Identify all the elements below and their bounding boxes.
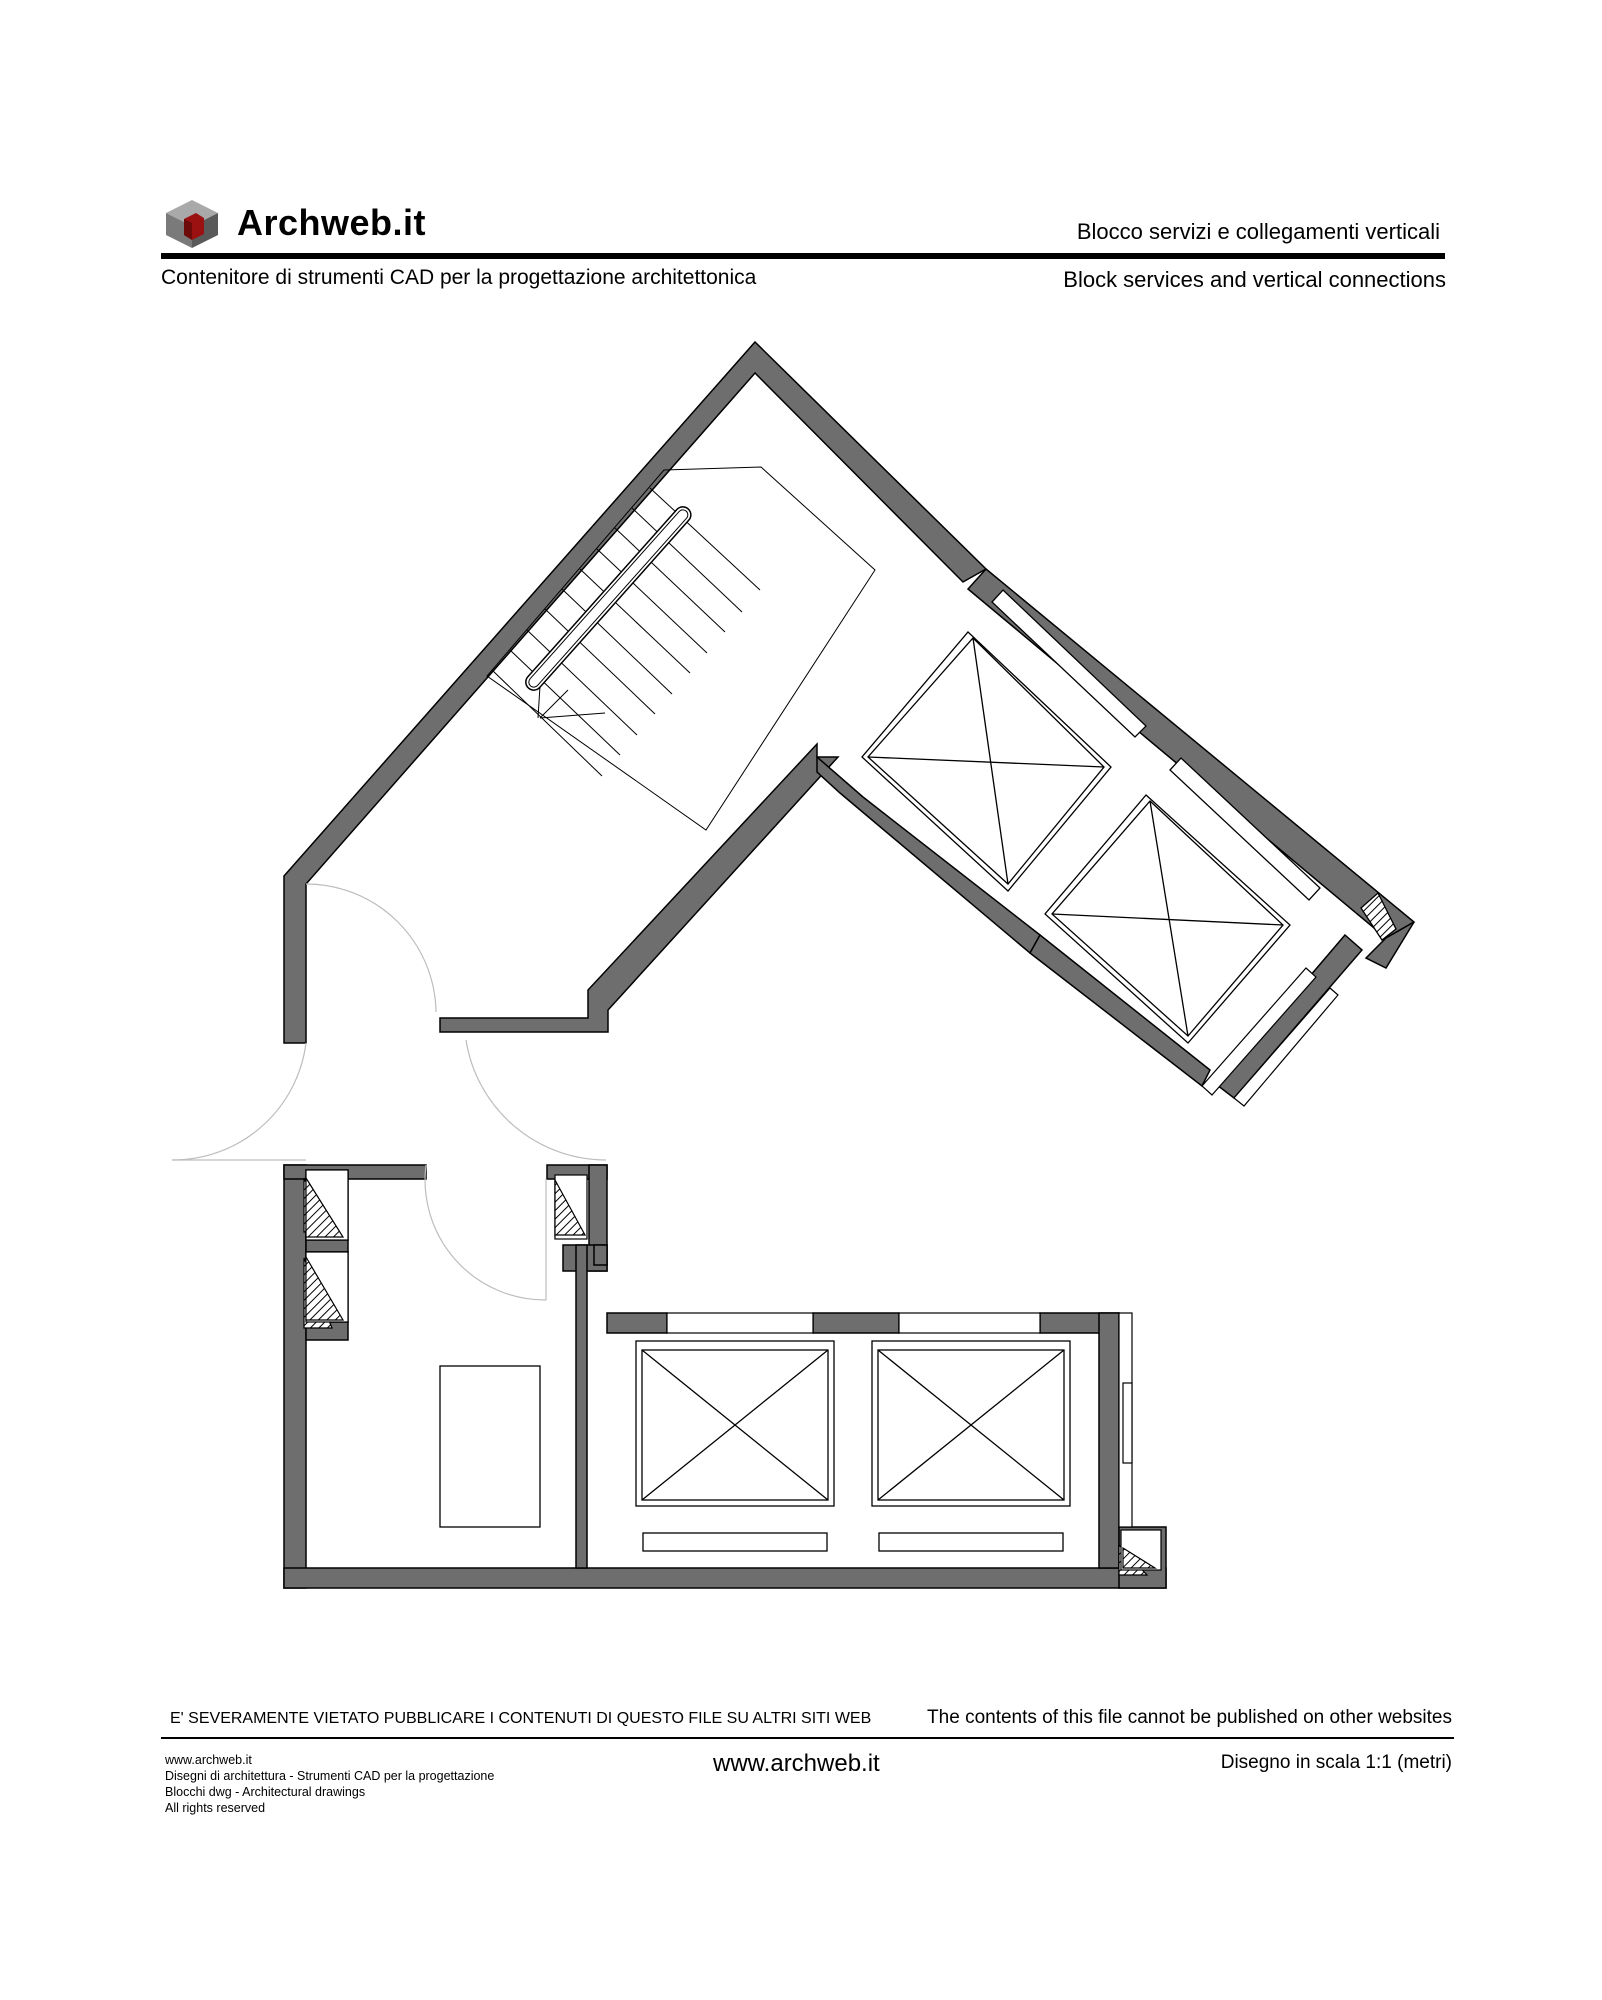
footer-line-drawings: Disegni di architettura - Strumenti CAD per la progettazione [165, 1769, 495, 1783]
lower-lift-cars [440, 1341, 1070, 1551]
window-lower [1119, 1313, 1132, 1527]
door-swings [172, 884, 606, 1300]
footer-line-blocks: Blocchi dwg - Architectural drawings [165, 1785, 366, 1799]
drawing-title-en: Block services and vertical connections [1063, 267, 1446, 292]
copyright-warning-it: E' SEVERAMENTE VIETATO PUBBLICARE I CONTENUTI DI QUESTO FILE SU ALTRI SITI WEB [170, 1710, 872, 1727]
footer-line-site: www.archweb.it [165, 1753, 252, 1767]
drawing-scale: Disegno in scala 1:1 (metri) [1220, 1752, 1452, 1773]
copyright-warning-en: The contents of this file cannot be published on other websites [927, 1707, 1452, 1728]
drawing-title-it: Blocco servizi e collegamenti verticali [1076, 219, 1440, 244]
footer-divider [161, 1737, 1454, 1739]
stair-core-walls [284, 342, 1414, 1098]
footer-website-link[interactable]: www.archweb.it [713, 1750, 880, 1777]
brand-name: Archweb.it [237, 202, 427, 243]
footer-line-rights: All rights reserved [165, 1801, 266, 1815]
brand-subtitle: Contenitore di strumenti CAD per la progettazione architettonica [161, 266, 757, 289]
